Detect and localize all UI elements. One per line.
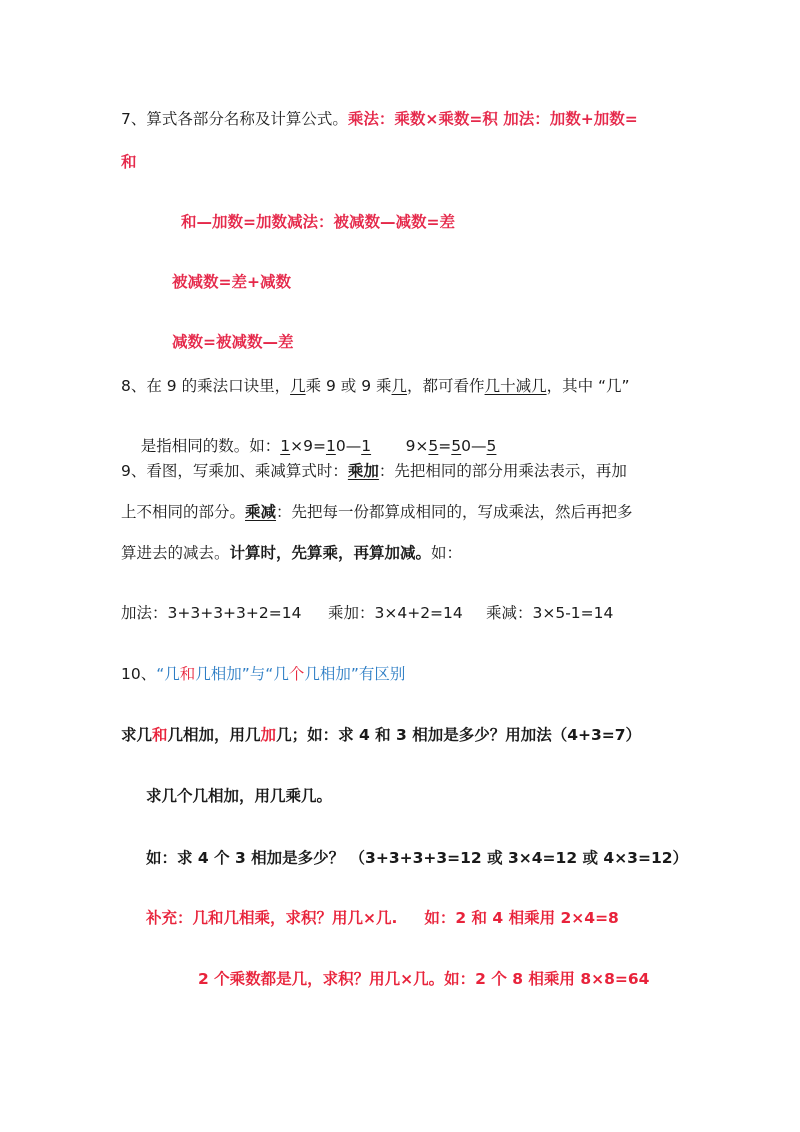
s8-ex1-ones: 1 bbox=[361, 437, 372, 455]
s8-ex2-tens: 5 bbox=[451, 437, 462, 455]
s7-line1 bbox=[121, 109, 638, 129]
s9-term-chengjian: 乘减 bbox=[245, 503, 277, 521]
s10-rule1-he: 和 bbox=[152, 726, 168, 744]
s9-line2 bbox=[121, 502, 633, 522]
s7-formula1-cont: 和 bbox=[121, 153, 137, 171]
s9-term-chengjia: 乘加 bbox=[347, 462, 379, 480]
s9-rule: 计算时，先算乘，再算加减。 bbox=[229, 544, 432, 562]
s8-ex1-zero-minus: 0— bbox=[335, 437, 362, 455]
s10-title-c: 几相加”有区别 bbox=[304, 665, 406, 683]
s10-number: 10、 bbox=[121, 665, 157, 683]
s10-supplement-2: 2 个乘数都是几，求积？用几×几。如：2 个 8 相乘用 8×8=64 bbox=[198, 970, 650, 988]
s10-title-he: 和 bbox=[179, 665, 196, 683]
s9-line3 bbox=[121, 543, 462, 563]
s10-heading bbox=[121, 664, 405, 684]
s8-underline-ji: 几 bbox=[290, 377, 306, 395]
s10-rule1-a: 求几 bbox=[121, 726, 153, 744]
s10-supplement: 补充：几和几相乘，求积？用几×几. 如：2 和 4 相乘用 2×4=8 bbox=[146, 909, 619, 927]
s8-ex2-digit: 5 bbox=[428, 437, 439, 455]
s7-formula4: 减数=被减数—差 bbox=[172, 333, 294, 351]
s8-ex1-tens: 1 bbox=[325, 437, 336, 455]
s8-text-d: ，其中 “几” bbox=[546, 377, 630, 395]
s8-ex1-digit: 1 bbox=[280, 437, 291, 455]
s9-ex-add: 加法：3+3+3+3+2=14 bbox=[121, 604, 302, 622]
s8-ex2-ones: 5 bbox=[486, 437, 497, 455]
s10-title-b: 几相加”与“几 bbox=[195, 665, 289, 683]
s9-ex-muladd: 乘加：3×4+2=14 bbox=[328, 604, 463, 622]
s10-title-a: “几 bbox=[156, 665, 180, 683]
s9-text-a: 9、看图，写乘加、乘减算式时： bbox=[121, 462, 348, 480]
s8-example-label: 是指相同的数。如： bbox=[140, 437, 281, 455]
s10-rule2: 求几个几相加，用几乘几。 bbox=[146, 787, 333, 805]
s9-line1 bbox=[121, 461, 627, 481]
s10-rule1-jia: 加 bbox=[260, 726, 277, 744]
s9-ex-mulsub: 乘减：3×5-1=14 bbox=[486, 604, 614, 622]
s9-text-b: ：先把相同的部分用乘法表示，再加 bbox=[378, 462, 627, 480]
s7-formula3: 被减数=差+减数 bbox=[172, 273, 291, 291]
s7-intro: 7、算式各部分名称及计算公式。 bbox=[121, 110, 348, 128]
s10-title-ge: 个 bbox=[288, 665, 305, 683]
s8-ex1-times: ×9= bbox=[290, 437, 326, 455]
s8-text-b: 乘 9 或 9 乘 bbox=[305, 377, 392, 395]
s8-ex2-zero-minus: 0— bbox=[461, 437, 487, 455]
s8-text-a: 8、在 9 的乘法口诀里， bbox=[121, 377, 291, 395]
s9-text-e: 算进去的减去。 bbox=[121, 544, 230, 562]
s10-rule1-c: 几；如：求 4 和 3 相加是多少？用加法（4+3=7） bbox=[276, 726, 642, 744]
s8-text-c: ，都可看作 bbox=[407, 377, 485, 395]
s8-line1 bbox=[121, 376, 630, 396]
s8-ex2-equals: = bbox=[438, 437, 452, 455]
s9-text-d: ：先把每一份都算成相同的，写成乘法，然后再把多 bbox=[276, 503, 633, 521]
s7-formula1: 乘法：乘数×乘数=积 加法：加数+加数= bbox=[347, 110, 638, 128]
s8-underline-jishijianji: 几十减几 bbox=[484, 377, 547, 395]
s10-rule3: 如：求 4 个 3 相加是多少？ （3+3+3+3=12 或 3×4=12 或 4×3=12） bbox=[146, 849, 689, 867]
s9-text-f: 如： bbox=[431, 544, 463, 562]
s7-formula2: 和—加数=加数减法：被减数—减数=差 bbox=[181, 213, 455, 231]
s8-ex2-start: 9× bbox=[371, 437, 429, 455]
s10-rule1 bbox=[121, 725, 641, 745]
s10-rule1-b: 几相加，用几 bbox=[167, 726, 261, 744]
s8-underline-ji-2: 几 bbox=[391, 377, 408, 395]
s9-text-c: 上不相同的部分。 bbox=[121, 503, 246, 521]
